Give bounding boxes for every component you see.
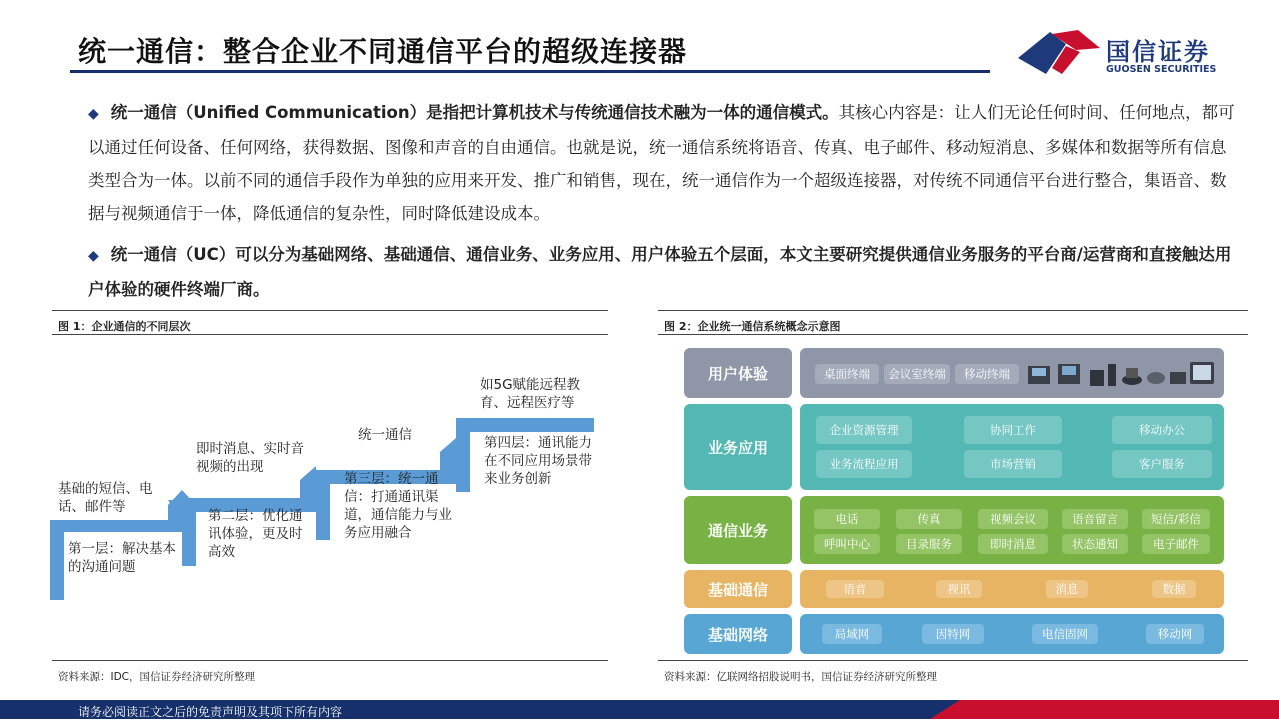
guosen-logo-icon: [1016, 28, 1102, 78]
figure-2-title: 图 2：企业统一通信系统概念示意图: [664, 320, 841, 333]
chip-svc-call-center: 呼叫中心: [814, 534, 880, 554]
figure-2-bottom-rule: [658, 660, 1248, 661]
step-1-top-text: 基础的短信、电话、邮件等: [58, 481, 153, 515]
logo-text-en: GUOSEN SECURITIES: [1106, 64, 1217, 75]
paragraph-2-text: 统一通信（UC）可以分为基础网络、基础通信、通信业务、业务应用、用户体验五个层面，本文主要研究提供通信业务服务的平台商/运营商和直接触达用户体验的硬件终端厂商。: [88, 245, 1232, 299]
chip-comm-voice: 语音: [826, 580, 884, 598]
layer-label-user-experience: 用户体验: [684, 348, 792, 398]
bullet-diamond-icon: ◆: [88, 248, 99, 264]
layer-label-basic-comm: 基础通信: [684, 570, 792, 608]
chip-comm-data: 数据: [1152, 580, 1196, 598]
figure-2-source: 资料来源：亿联网络招股说明书，国信证券经济研究所整理: [664, 671, 937, 683]
step-3-top-text: 统一通信: [358, 427, 412, 443]
chip-comm-message: 消息: [1046, 580, 1088, 598]
chip-app-workflow: 业务流程应用: [816, 450, 912, 478]
footer-disclaimer: 请务必阅读正文之后的免责声明及其项下所有内容: [78, 705, 343, 719]
chip-svc-directory: 目录服务: [896, 534, 962, 554]
chip-svc-sms: 短信/彩信: [1142, 509, 1210, 529]
step-1-bottom-text: 第一层：解决基本的沟通问题: [68, 541, 176, 575]
chip-svc-video-conf: 视频会议: [978, 509, 1048, 529]
footer-accent: [930, 700, 1279, 719]
chip-net-internet: 因特网: [922, 624, 984, 644]
step-2-top-text: 即时消息、实时音视频的出现: [196, 441, 304, 475]
layer-label-basic-network: 基础网络: [684, 614, 792, 654]
paragraph-1-lead: 统一通信（Unified Communication）是指把计算机技术与传统通信技术融为一体的通信模式。: [110, 103, 839, 122]
chip-svc-voicemail: 语音留言: [1062, 509, 1128, 529]
figure-2-top-rule: [658, 310, 1248, 311]
chip-comm-video: 视讯: [936, 580, 982, 598]
figure-1-source: 资料来源：IDC，国信证券经济研究所整理: [58, 671, 256, 683]
chip-app-erp: 企业资源管理: [816, 416, 912, 444]
chip-ux-room: 会议室终端: [884, 364, 950, 384]
layer-label-comm-services: 通信业务: [684, 496, 792, 564]
chip-app-mobile-office: 移动办公: [1112, 416, 1212, 444]
figure-2-title-rule: [658, 334, 1248, 335]
step-2-bottom-text: 第二层：优化通讯体验，更及时高效: [208, 508, 303, 560]
step-3-bottom-text: 第三层：统一通信：打通通讯渠道，通信能力与业务应用融合: [344, 471, 452, 541]
terminal-devices-icon: [1026, 358, 1218, 390]
step-4-top-text: 如5G赋能远程教育、远程医疗等: [480, 377, 581, 411]
chip-app-marketing: 市场营销: [964, 450, 1062, 478]
chip-svc-phone: 电话: [814, 509, 880, 529]
figure-1-title: 图 1：企业通信的不同层次: [58, 320, 191, 333]
figure-1-bottom-rule: [52, 660, 608, 661]
chip-app-customer-service: 客户服务: [1112, 450, 1212, 478]
chip-svc-im: 即时消息: [978, 534, 1048, 554]
layer-label-business-apps: 业务应用: [684, 404, 792, 490]
chip-svc-presence: 状态通知: [1062, 534, 1128, 554]
company-logo: [1016, 28, 1226, 78]
chip-svc-fax: 传真: [896, 509, 962, 529]
logo-text-cn: 国信证券: [1106, 38, 1210, 66]
chip-ux-mobile: 移动终端: [955, 364, 1019, 384]
step-4-bottom-text: 第四层：通讯能力在不同应用场景带来业务创新: [484, 435, 592, 487]
bullet-diamond-icon: ◆: [88, 106, 99, 122]
chip-net-fixed: 电信固网: [1032, 624, 1098, 644]
chip-svc-email: 电子邮件: [1142, 534, 1210, 554]
page-title: 统一通信：整合企业不同通信平台的超级连接器: [78, 35, 688, 68]
paragraph-1-body: 其核心内容是：让人们无论任何时间、任何地点，都可以通过任何设备、任何网络，获得数据、图像和声音的自由通信。也就是说，统一通信系统将语音、传真、电子邮件、移动短消息、多媒体和数据等所有信息类型合为一体。以前不同的通信手段作为单独的应用来开发、推广和销售，现在，统一通信作为一个超级连接器，对传统不同通信平台进行整合，集语音、数据与视频通信于一体，降低通信的复杂性，同时降低建设成本。: [88, 103, 1235, 223]
chip-app-collab: 协同工作: [964, 416, 1062, 444]
chip-net-mobile: 移动网: [1146, 624, 1204, 644]
chip-net-lan: 局域网: [822, 624, 882, 644]
chip-ux-desktop: 桌面终端: [815, 364, 879, 384]
